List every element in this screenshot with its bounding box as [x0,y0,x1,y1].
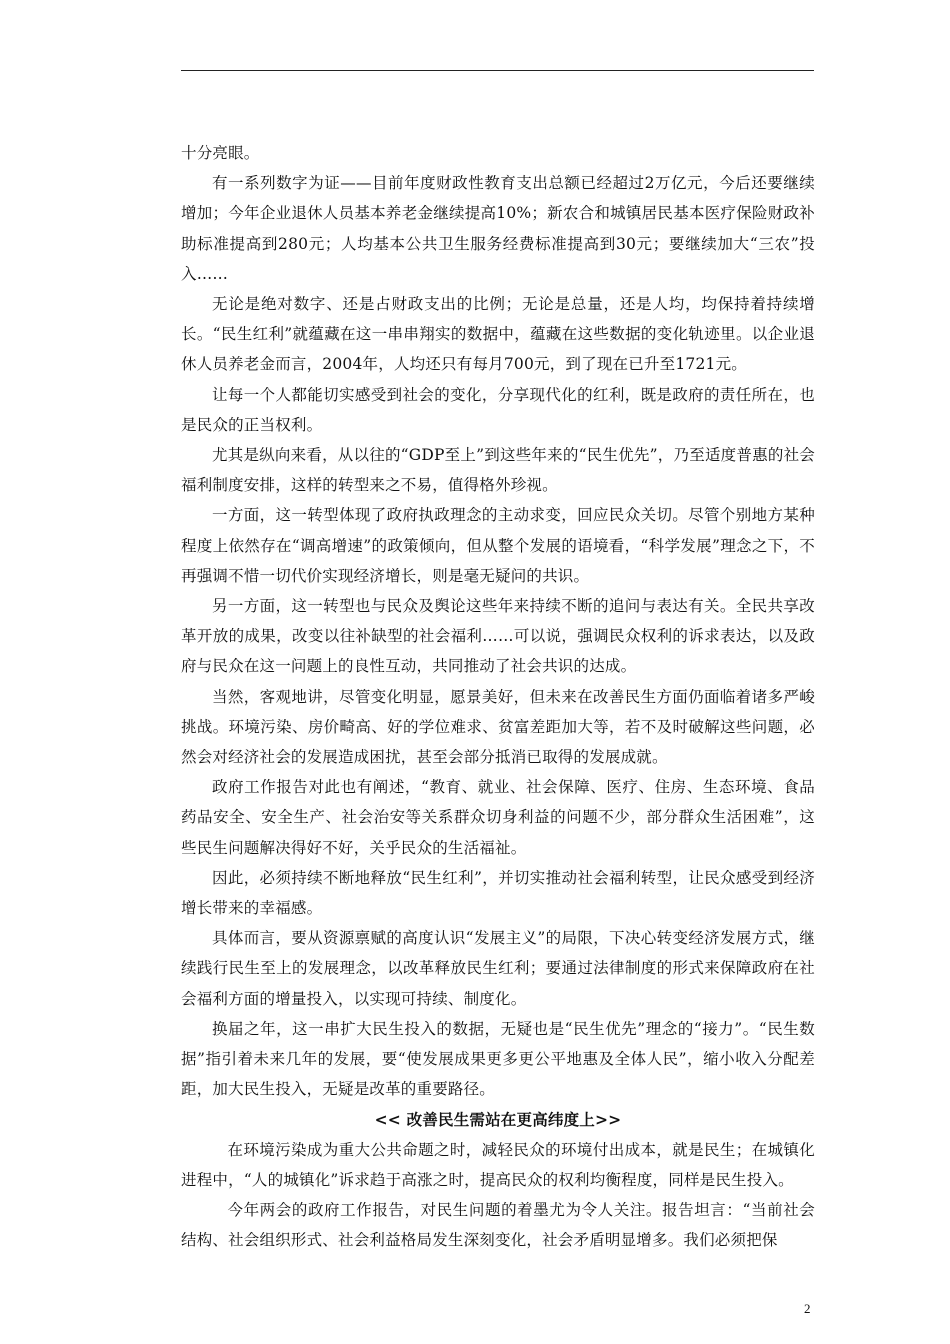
article-body [181,138,815,1256]
paragraph: 有一系列数字为证——目前年度财政性教育支出总额已经超过2万亿元，今后还要继续增加；今年企业退休人员基本养老金继续提高10%；新农合和城镇居民基本医疗保险财政补助标准提高到280元；人均基本公共卫生服务经费标准提高到30元；要继续加大“三农”投入…… [181,174,815,283]
paragraph: 十分亮眼。 [181,144,260,162]
paragraph: 当然，客观地讲，尽管变化明显，愿景美好，但未来在改善民生方面仍面临着诸多严峻挑战。环境污染、房价畸高、好的学位难求、贫富差距加大等，若不及时破解这些问题，必然会对经济社会的发展造成困扰，甚至会部分抵消已取得的发展成就。 [181,687,815,767]
header-rule [181,70,814,71]
paragraph: 尤其是纵向来看，从以往的“GDP至上”到这些年来的“民生优先”，乃至适度普惠的社会福利制度安排，这样的转型来之不易，值得格外珍视。 [181,446,815,495]
paragraph: 另一方面，这一转型也与民众及舆论这些年来持续不断的追问与表达有关。全民共享改革开放的成果，改变以往补缺型的社会福利……可以说，强调民众权利的诉求表达，以及政府与民众在这一问题上的良性互动，共同推动了社会共识的达成。 [181,597,815,676]
paragraph: 因此，必须持续不断地释放“民生红利”，并切实推动社会福利转型，让民众感受到经济增长带来的幸福感。 [181,868,815,918]
paragraph: 换届之年，这一串扩大民生投入的数据，无疑也是“民生优先”理念的“接力”。“民生数据”指引着未来几年的发展，要“使发展成果更多更公平地惠及全体人民”，缩小收入分配差距，加大民生投入，无疑是改革的重要路径。 [181,1019,815,1099]
paragraph: 无论是绝对数字、还是占财政支出的比例；无论是总量，还是人均，均保持着持续增长。“民生红利”就蕴藏在这一串串翔实的数据中，蕴藏在这些数据的变化轨迹里。以企业退休人员养老金而言，2004年，人均还只有每月700元，到了现在已升至1721元。 [181,295,815,374]
page-number: 2 [804,1301,811,1316]
paragraph: 今年两会的政府工作报告，对民生问题的着墨尤为令人关注。报告坦言：“当前社会结构、社会组织形式、社会利益格局发生深刻变化，社会矛盾明显增多。我们必须把保 [181,1201,815,1250]
paragraph: 一方面，这一转型体现了政府执政理念的主动求变，回应民众关切。尽管个别地方某种程度上依然存在“调高增速”的政策倾向，但从整个发展的语境看，“科学发展”理念之下，不再强调不惜一切代价实现经济增长，则是毫无疑问的共识。 [181,506,815,585]
paragraph: 让每一个人都能切实感受到社会的变化，分享现代化的红利，既是政府的责任所在，也是民众的正当权利。 [181,385,815,434]
paragraph: 政府工作报告对此也有阐述，“教育、就业、社会保障、医疗、住房、生态环境、食品药品安全、安全生产、社会治安等关系群众切身利益的问题不少，部分群众生活困难”，这些民生问题解决得好不好，关乎民众的生活福祉。 [181,778,815,857]
paragraph: 具体而言，要从资源禀赋的高度认识“发展主义”的局限，下决心转变经济发展方式，继续践行民生至上的发展理念，以改革释放民生红利；要通过法律制度的形式来保障政府在社会福利方面的增量投入，以实现可持续、制度化。 [181,929,815,1008]
paragraph: 在环境污染成为重大公共命题之时，减轻民众的环境付出成本，就是民生；在城镇化进程中，“人的城镇化”诉求趋于高涨之时，提高民众的权利均衡程度，同样是民生投入。 [181,1140,815,1189]
section-title: << 改善民生需站在更高纬度上>> [374,1109,622,1129]
